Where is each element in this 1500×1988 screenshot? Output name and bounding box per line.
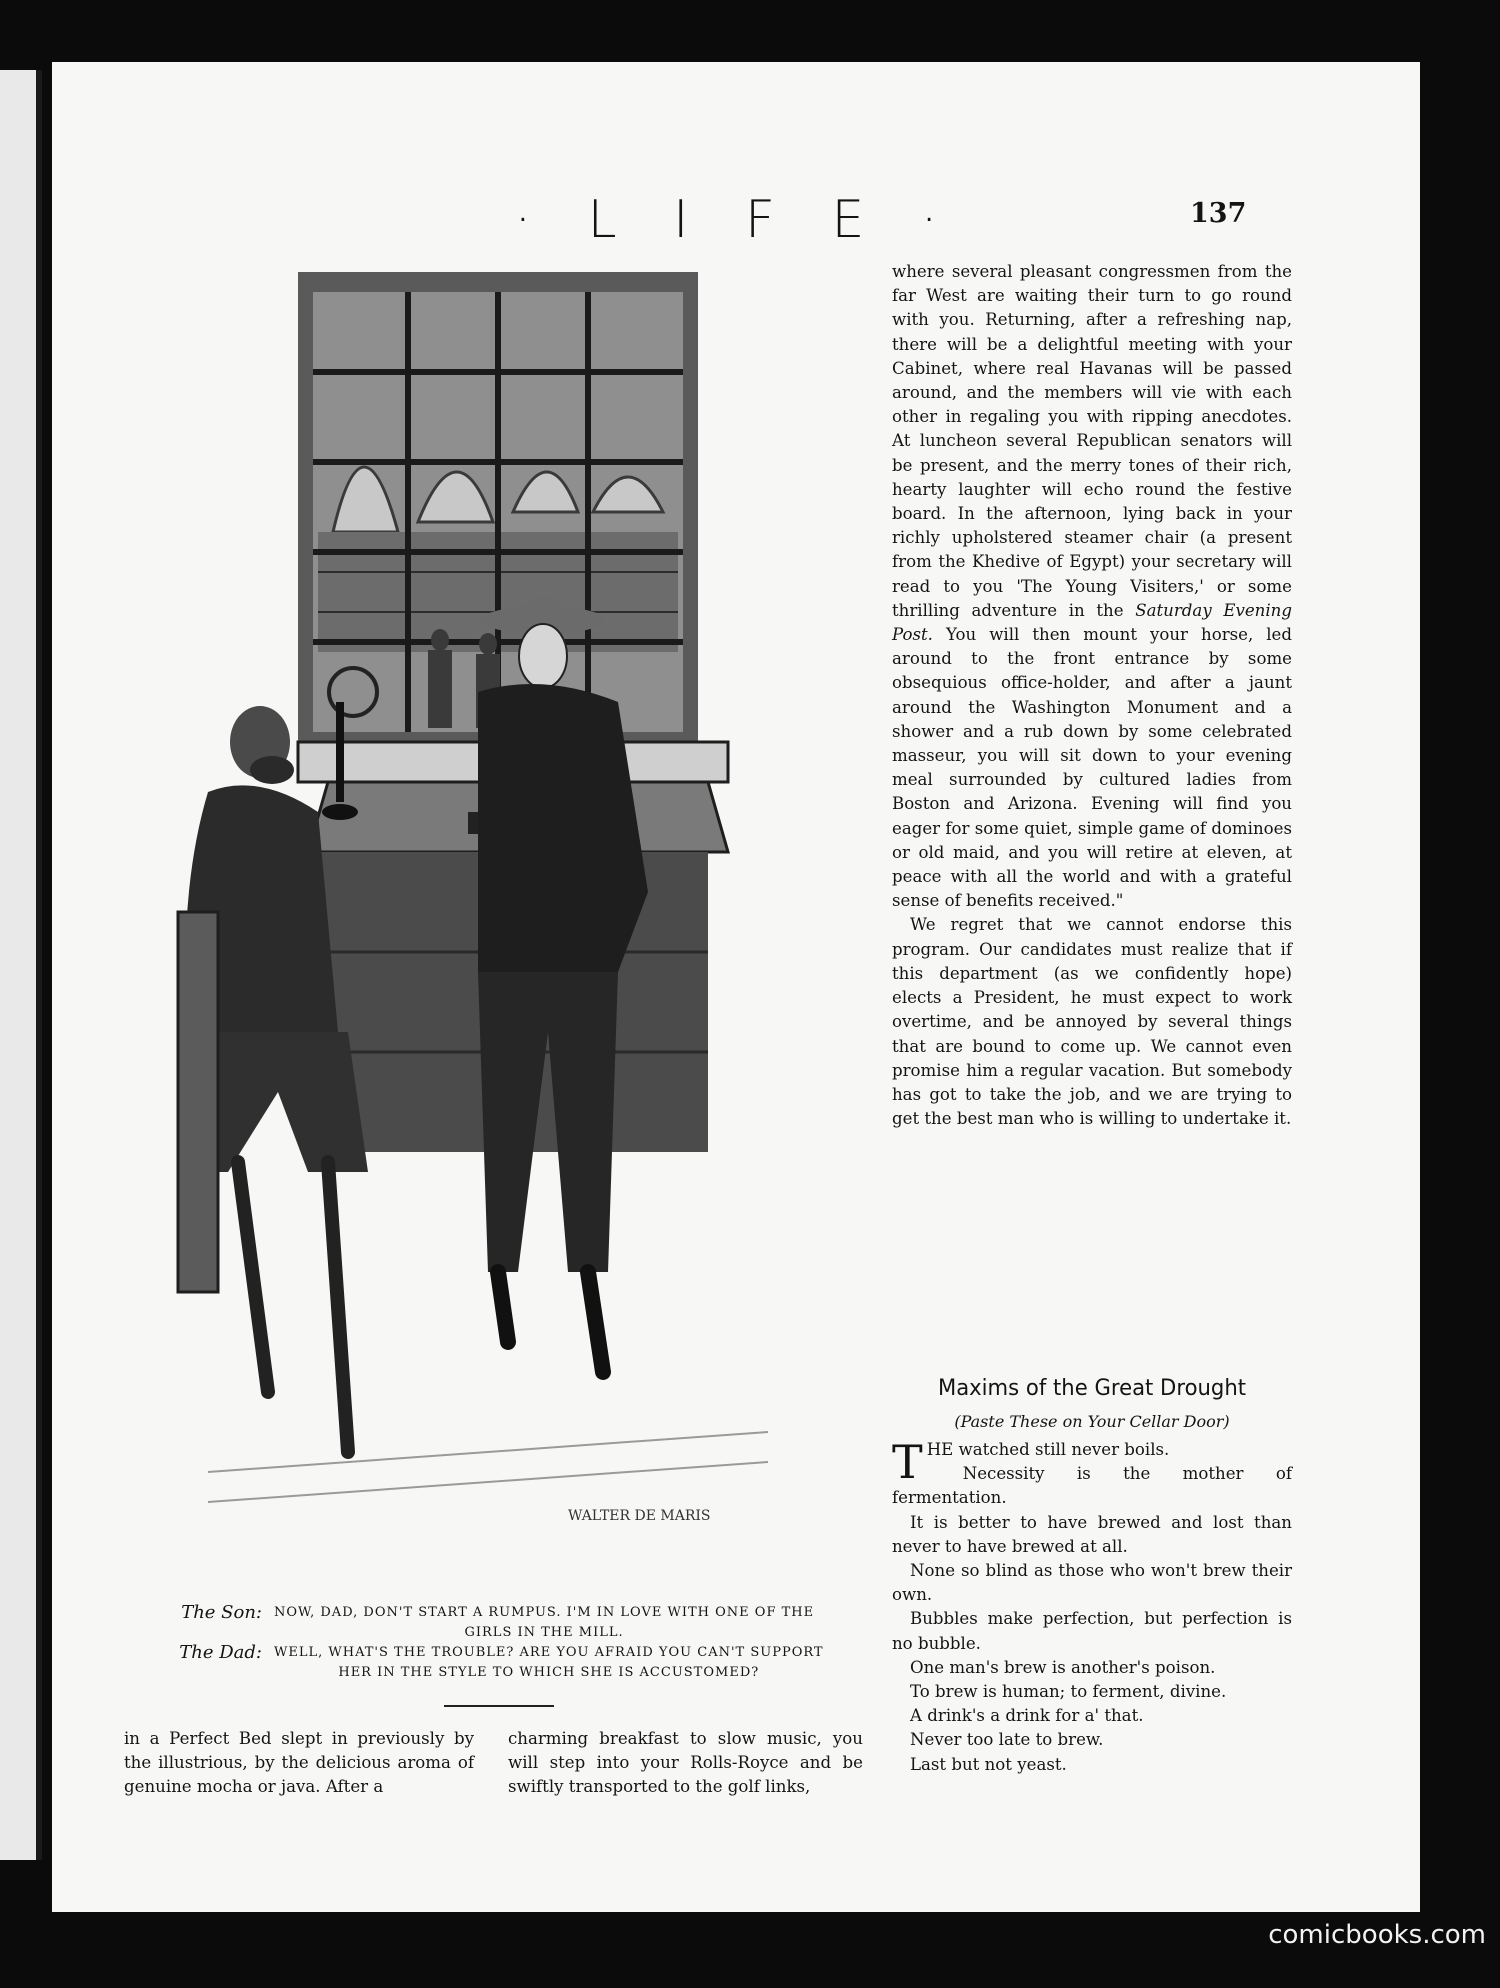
right-column-paragraph-1 xyxy=(892,260,1292,913)
maxim-item: To brew is human; to ferment, divine. xyxy=(910,1682,1227,1702)
right-column xyxy=(892,260,1292,1131)
paragraph-1-part-b: You will then mount your horse, led around to the front entrance by some obsequious office-holder, and after a jaunt around the Washington Monument and a shower and a rub down by some celebrated masseur, you will sit down to your evening meal surrounded by cultured ladies from Boston and Arizona. Evening will find you eager for some quiet, simple game of dominoes or old maid, and you will retire at eleven, at peace with all the world and with a grateful sense of benefits received." xyxy=(892,625,1293,911)
paragraph-1-italic: Saturday Evening Post. xyxy=(892,600,1292,645)
maxim-item: Necessity is the mother of fermentation. xyxy=(892,1464,1292,1508)
caption-dad-line1: WELL, WHAT'S THE TROUBLE? ARE YOU AFRAID YOU CAN'T SUPPORT xyxy=(274,1645,824,1660)
site-watermark: comicbooks.com xyxy=(1268,1920,1486,1950)
illustration-drawing xyxy=(148,272,868,1580)
paragraph-1-part-a: where several pleasant congressmen from the far West are waiting their turn to go round with you. Returning, after a refreshing nap, there will be a delightful meeting with your Cabinet, where real Havanas will be passed around, and the members will vie with each other in regaling you with ripping anecdotes. At luncheon several Republican senators will be present, and the merry tones of their rich, hearty laughter will echo round the festive board. In the afternoon, lying back in your richly upholstered steamer chair (a present from the Khedive of Egypt) your secretary will read to you 'The Young Visiters,' or some thrilling adventure in the xyxy=(892,262,1292,620)
caption-son-speaker: The Son: xyxy=(181,1602,262,1623)
maxim-item: Bubbles make perfection, but perfection is no bubble. xyxy=(892,1609,1292,1653)
maxim-item: Last but not yeast. xyxy=(910,1754,1067,1774)
maxim-item: None so blind as those who won't brew their own. xyxy=(892,1561,1292,1605)
illustration xyxy=(148,272,868,1580)
maxims-list xyxy=(892,1435,1292,1777)
previous-page-edge xyxy=(0,70,42,1860)
page-number: 137 xyxy=(1190,198,1247,229)
caption-dad-speaker: The Dad: xyxy=(179,1642,262,1663)
maxim-item: It is better to have brewed and lost than never to have brewed at all. xyxy=(892,1512,1292,1556)
magazine-page xyxy=(52,62,1420,1912)
illustration-caption xyxy=(162,1603,882,1683)
maxim-item: A drink's a drink for a' that. xyxy=(910,1706,1144,1726)
caption-son-text xyxy=(274,1603,814,1643)
caption-son-line1: NOW, DAD, DON'T START A RUMPUS. I'M IN LOVE WITH ONE OF THE xyxy=(274,1605,815,1620)
maxims-subtitle: (Paste These on Your Cellar Door) xyxy=(954,1412,1230,1431)
illustration-signature: WALTER DE MARIS xyxy=(568,1508,711,1524)
caption-son-line2: GIRLS IN THE MILL. xyxy=(464,1625,624,1640)
maxim-first-text: HE watched still never boils. xyxy=(926,1440,1170,1459)
bottom-right-column: charming breakfast to slow music, you will step into your Rolls-Royce and be swiftly transported to the golf links, xyxy=(508,1729,863,1797)
caption-son-row xyxy=(162,1603,882,1643)
maxim-item: One man's brew is another's poison. xyxy=(910,1657,1216,1677)
caption-dad-line2: HER IN THE STYLE TO WHICH SHE IS ACCUSTOMED? xyxy=(338,1665,760,1680)
caption-dad-text xyxy=(274,1643,824,1683)
maxims-title: Maxims of the Great Drought xyxy=(937,1375,1247,1401)
bottom-left-column: in a Perfect Bed slept in previously by the illustrious, by the delicious aroma of genuine mocha or java. After a xyxy=(124,1729,474,1797)
right-column-paragraph-2: We regret that we cannot endorse this program. Our candidates must realize that if this department (as we confidently hope) elects a President, he must expect to work overtime, and be annoyed by several things that are bound to come up. We cannot even promise him a regular vacation. But somebody has got to take the job, and we are trying to get the best man who is willing to undertake it. xyxy=(892,915,1292,1129)
drop-cap: T xyxy=(892,1435,923,1489)
masthead-title: · L I F E · xyxy=(514,190,958,250)
caption-divider xyxy=(444,1705,554,1707)
maxim-item: Never too late to brew. xyxy=(910,1730,1104,1750)
caption-dad-row xyxy=(162,1643,882,1683)
